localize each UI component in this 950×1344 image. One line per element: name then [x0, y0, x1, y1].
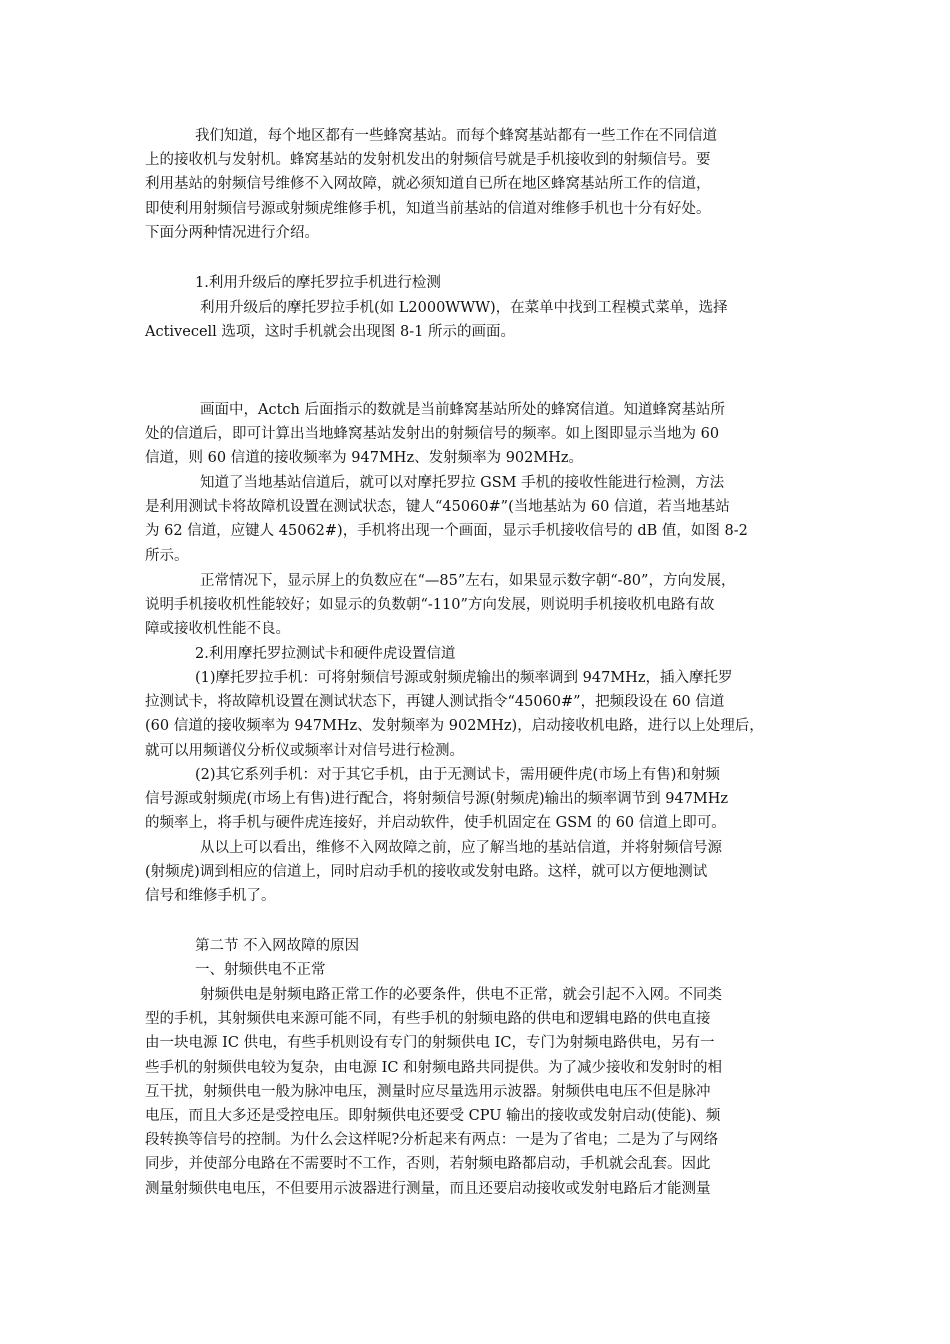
text-line: (2)其它系列手机：对于其它手机，由于无测试卡，需用硬件虎(市场上有售)和射频 [195, 767, 720, 783]
text-line: 我们知道，每个地区都有一些蜂窝基站。而每个蜂窝基站都有一些工作在不同信道 [195, 128, 717, 144]
text-line: 互干扰，射频供电一般为脉冲电压，测量时应尽量选用示波器。射频供电电压不但是脉冲 [145, 1083, 711, 1100]
paragraph-actch [145, 398, 810, 471]
text-line: 信号和维修手机了。 [145, 888, 276, 905]
text-line: 型的手机，其射频供电来源可能不同，有些手机的射频电路的供电和逻辑电路的供电直接 [145, 1011, 711, 1028]
paragraph-other-phones [145, 763, 810, 836]
text-line: 就可以用频谱仪分析仪或频率计对信号进行检测。 [145, 742, 464, 759]
paragraph-test-card [145, 471, 810, 568]
text-line: 上的接收机与发射机。蜂窝基站的发射机发出的射频信号就是手机接收到的射频信号。要 [145, 152, 711, 169]
section-2-heading [145, 642, 810, 666]
text-line: 的频率上，将手机与硬件虎连接好，并启动软件，使手机固定在 GSM 的 60 信道上即可。 [145, 815, 726, 832]
text-line: (1)摩托罗拉手机：可将射频信号源或射频虎输出的频率调到 947MHz，插入摩托罗 [195, 670, 733, 686]
text-line: 拉测试卡，将故障机设置在测试状态下，再键人测试指令“45060#”，把频段设在 60 信道 [145, 694, 725, 711]
text-line: 下面分两种情况进行介绍。 [145, 224, 319, 241]
text-line: 测量射频供电电压，不但要用示波器进行测量，而且还要启动接收或发射电路后才能测量 [145, 1180, 711, 1197]
heading-text: 一、射频供电不正常 [195, 962, 326, 978]
text-line: 信道，则 60 信道的接收频率为 947MHz、发射频率为 902MHz。 [145, 450, 584, 467]
text-line: 利用基站的射频信号维修不入网故障，就必须知道自已所在地区蜂窝基站所工作的信道， [145, 176, 711, 193]
text-line: 是利用测试卡将故障机设置在测试状态，键人“45060#”(当地基站为 60 信道，若当地基站 [145, 499, 730, 516]
paragraph-normal-values [145, 569, 810, 642]
paragraph-rf-power [145, 983, 810, 1201]
text-line: 利用升级后的摩托罗拉手机(如 L2000WWW)，在菜单中找到工程模式菜单，选择 [200, 300, 728, 316]
paragraph-summary [145, 836, 810, 909]
text-line: 电压，而且大多还是受控电压。即射频供电还要受 CPU 输出的接收或发射启动(使能)、频 [145, 1107, 721, 1124]
text-line: 所示。 [145, 547, 189, 564]
text-line: 知道了当地基站信道后，就可以对摩托罗拉 GSM 手机的接收性能进行检测，方法 [200, 475, 725, 491]
text-line: 画面中，Actch 后面指示的数就是当前蜂窝基站所处的蜂窝信道。知道蜂窝基站所 [200, 402, 725, 418]
text-line: 为 62 信道，应键人 45062#)，手机将出现一个画面，显示手机接收信号的 dB 值，如图 8-2 [145, 523, 748, 540]
text-line: Activecell 选项，这时手机就会出现图 8-1 所示的画面。 [145, 324, 515, 341]
text-line: 信号源或射频虎(市场上有售)进行配合，将射频信号源(射频虎)输出的频率调节到 947MHz [145, 791, 729, 808]
text-line: 即使利用射频信号源或射频虎维修手机，知道当前基站的信道对维修手机也十分有好处。 [145, 200, 711, 217]
text-line: 段转换等信号的控制。为什么会这样呢?分析起来有两点：一是为了省电；二是为了与网络 [145, 1132, 719, 1149]
heading-text: 第二节 不入网故障的原因 [195, 938, 360, 954]
text-line: (射频虎)调到相应的信道上，同时启动手机的接收或发射电路。这样，就可以方便地测试 [145, 864, 708, 881]
heading-text: 2.利用摩托罗拉测试卡和硬件虎设置信道 [195, 646, 456, 662]
paragraph-motorola [145, 666, 810, 763]
text-line: 同步，并使部分电路在不需要时不工作，否则，若射频电路都启动，手机就会乱套。因此 [145, 1156, 711, 1173]
text-line: 说明手机接收机性能较好；如显示的负数朝“-110”方向发展，则说明手机接收机电路有故 [145, 597, 715, 614]
chapter-section-heading [145, 934, 810, 958]
subsection-heading [145, 958, 810, 982]
text-line: 由一块电源 IC 供电，有些手机则设有专门的射频供电 IC，专门为射频电路供电，另有一 [145, 1035, 715, 1052]
section-1-heading [145, 271, 810, 295]
text-line: (60 信道的接收频率为 947MHz、发射频率为 902MHz)，启动接收机电路，进行以上处理后， [145, 718, 764, 735]
paragraph-engineering-mode [145, 296, 810, 344]
text-line: 正常情况下，显示屏上的负数应在“—85”左右，如果显示数字朝“-80”，方向发展， [200, 573, 736, 589]
text-line: 从以上可以看出，维修不入网故障之前，应了解当地的基站信道，并将射频信号源 [200, 840, 722, 856]
heading-text: 1.利用升级后的摩托罗拉手机进行检测 [195, 275, 441, 291]
intro-paragraph [145, 124, 810, 245]
text-line: 障或接收机性能不良。 [145, 621, 290, 638]
text-line: 处的信道后，即可计算出当地蜂窝基站发射出的射频信号的频率。如上图即显示当地为 60 [145, 426, 720, 443]
text-line: 些手机的射频供电较为复杂，由电源 IC 和射频电路共同提供。为了减少接收和发射时的相 [145, 1059, 723, 1076]
text-line: 射频供电是射频电路正常工作的必要条件，供电不正常，就会引起不入网。不同类 [200, 987, 722, 1003]
